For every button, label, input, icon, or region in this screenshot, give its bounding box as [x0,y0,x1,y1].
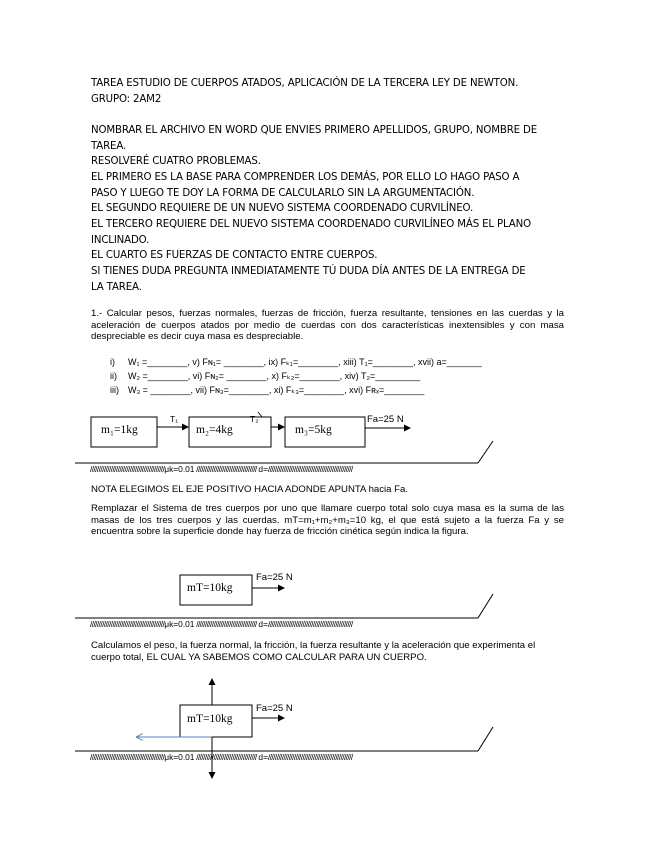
floor-hatch: /////////////////////////////////// [196,752,257,762]
row-numeral: i) [110,357,115,367]
floor-hatch: /////////////////////////////////////////// [90,619,165,629]
friction-coefficient: μk=0.01 [164,464,195,474]
force-fa-label: Fa=25 N [256,703,293,714]
tension-t1-label: T₁ [170,414,179,424]
floor-hatch: /////////////////////////////////////////// [90,464,165,474]
floor-hatch: ///////////////////////////////////////////////// [267,619,353,629]
floor-caption [90,752,353,762]
floor-ramp [478,594,493,618]
instruction-line: EL CUARTO ES FUERZAS DE CONTACTO ENTRE CUERPOS. [91,250,378,261]
replace-paragraph: Remplazar el Sistema de tres cuerpos por uno que llamare cuerpo total solo cuya masa es la suma de las masas de los tres cuerpos y las cuerdas. mT=m₁+m₂+m₃=10 kg, el que está sujeto a la fuerza Fa y se encuentra sobre la superficie donde hay fuerza de fricción cinética según indica la figura. [91,503,564,538]
floor-hatch: /////////////////////////////////// [196,464,257,474]
block-m3-label: m₃=5kg [295,424,332,436]
rope-t2-tick [258,412,262,417]
document-title: TAREA ESTUDIO DE CUERPOS ATADOS, APLICACIÓN DE LA TERCERA LEY DE NEWTON. [91,78,519,89]
force-fa-label: Fa=25 N [256,572,293,583]
tension-t2-label: T₂ [250,414,259,424]
distance-label: d= [258,752,268,762]
group-label: GRUPO: 2AM2 [91,94,162,105]
instruction-line: EL PRIMERO ES LA BASE PARA COMPRENDER LOS DEMÁS, POR ELLO LO HAGO PASO A [91,172,520,183]
floor-caption [90,619,353,629]
instruction-line: NOMBRAR EL ARCHIVO EN WORD QUE ENVIES PRIMERO APELLIDOS, GRUPO, NOMBRE DE [91,125,538,136]
floor-hatch: /////////////////////////////////// [196,619,257,629]
row-text: W₂ =________, vi) Fɴ₂= ________, x) Fₖ₂=________, xiv) T₂=_________ [128,371,421,381]
block-m2-label: m₂=4kg [196,424,233,436]
calc-paragraph: Calculamos el peso, la fuerza normal, la fricción, la fuerza resultante y la aceleración que experimenta el cuerpo total, EL CUAL YA SABEMOS COMO CALCULAR PARA UN CUERPO. [91,640,536,663]
floor-ramp [478,441,493,463]
floor-caption [90,464,353,474]
floor-hatch: ///////////////////////////////////////////////// [267,464,353,474]
distance-label: d= [258,464,268,474]
instruction-line: INCLINADO. [91,235,150,246]
distance-label: d= [258,619,268,629]
row-text: W₁ =________, v) Fɴ₁= ________, ix) Fₖ₁=________, xiii) T₁=________, xvii) a=_______ [128,357,482,367]
instruction-line: RESOLVERÉ CUATRO PROBLEMAS. [91,156,261,167]
instruction-line: EL TERCERO REQUIERE DEL NUEVO SISTEMA COORDENADO CURVILÍNEO MÁS EL PLANO [91,219,531,230]
force-fa-label: Fa=25 N [367,414,404,425]
friction-coefficient: μk=0.01 [164,752,195,762]
instruction-line: EL SEGUNDO REQUIERE DE UN NUEVO SISTEMA COORDENADO CURVILÍNEO. [91,203,474,214]
row-numeral: ii) [110,371,117,381]
instruction-line: SI TIENES DUDA PREGUNTA INMEDIATAMENTE TÚ DUDA DÍA ANTES DE LA ENTREGA DE [91,266,526,277]
instruction-line: LA TAREA. [91,282,142,293]
row-numeral: iii) [110,385,119,395]
floor-hatch: ///////////////////////////////////////////////// [267,752,353,762]
floor-ramp [478,727,493,751]
block-total-label: mT=10kg [187,713,233,725]
instruction-line: PASO Y LUEGO TE DOY LA FORMA DE CALCULARLO SIN LA ARGUMENTACIÓN. [91,188,475,199]
friction-coefficient: μk=0.01 [164,619,195,629]
note-text: NOTA ELEGIMOS EL EJE POSITIVO HACIA ADONDE APUNTA hacia Fa. [91,484,409,495]
block-total-label: mT=10kg [187,582,233,594]
floor-hatch: /////////////////////////////////////////// [90,752,165,762]
block-m1-label: m₁=1kg [101,424,138,436]
instruction-line: TAREA. [91,141,127,152]
problem-statement: 1.- Calcular pesos, fuerzas normales, fuerzas de fricción, fuerza resultante, tensiones en las cuerdas y la aceleración de cuerpos atados por medio de cuerdas con dos características inextensibles y con masa despreciable es decir cuya masa es despreciable. [91,308,564,343]
row-text: W₃ = ________, vii) Fɴ₃=________, xi) Fₖ₃=________, xvi) Fʀₓ=________ [128,385,425,395]
